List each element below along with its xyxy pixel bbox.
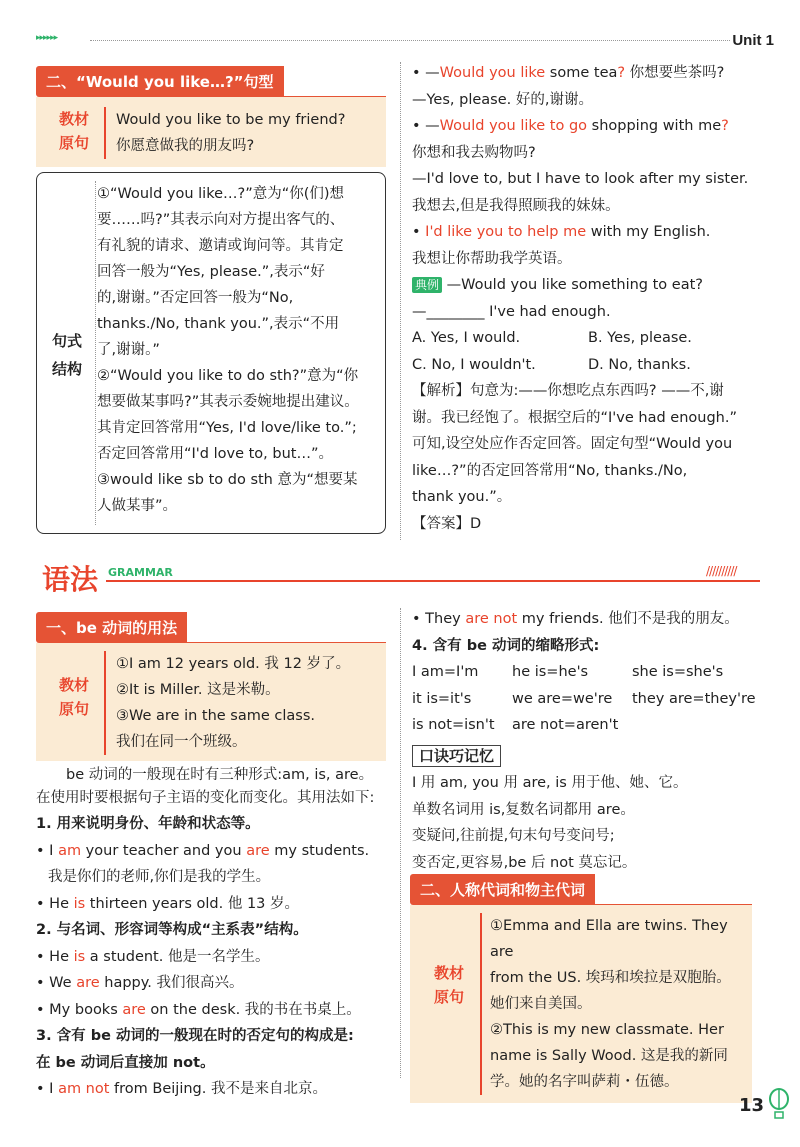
rule-1: 1. 用来说明身份、年龄和状态等。 (36, 816, 260, 832)
analysis-line: like…?”的否定回答常用“No, thanks./No, (412, 462, 688, 479)
structure-label-2: 结构 (51, 360, 82, 378)
contraction-row: I am=I'm he is=he's she is=she's (412, 664, 724, 680)
options-row: C. No, I wouldn't. D. No, thanks. (412, 356, 691, 373)
example-3-cn: 我想让你帮助我学英语。 (412, 250, 572, 267)
source-line: Would you like to be my friend? (116, 112, 346, 128)
source-label-1: 教材 (58, 110, 89, 128)
example-tag: 典例 (412, 277, 442, 293)
structure-line: 要……吗?”其表示向对方提出客气的、 (97, 212, 345, 228)
analysis-line: 谢。我已经饱了。根据空后的“I've had enough.” (412, 409, 737, 426)
source-line: ③We are in the same class. (116, 708, 316, 724)
grammar-rule (106, 580, 760, 582)
structure-line: ①“Would you like…?”意为“你(们)想 (97, 186, 345, 202)
mnemonic-line: 单数名词用 is,复数名词都用 are。 (412, 801, 635, 818)
mnemonic-line: 变否定,更容易,be 后 not 莫忘记。 (412, 854, 637, 871)
source-line: name is Sally Wood. 这是我的新同 (490, 1048, 728, 1064)
rule-4: 4. 含有 be 动词的缩略形式: (412, 637, 600, 654)
mnemonic-line: 变疑问,往前提,句末句号变问号; (412, 828, 615, 844)
rule-2-example-3: • My books are on the desk. 我的书在书桌上。 (36, 1001, 361, 1018)
grammar-slashes: ////////// (706, 564, 737, 578)
grammar-subtitle: GRAMMAR (108, 566, 173, 579)
header-rule (90, 40, 730, 41)
rule-3-example-1: • I am not from Beijing. 我不是来自北京。 (36, 1081, 327, 1097)
source-line: ②It is Miller. 这是米勒。 (116, 682, 280, 698)
example-2-answer: —I'd love to, but I have to look after my sister. (412, 171, 749, 187)
rule-3-cont: 在 be 动词后直接加 not。 (36, 1054, 215, 1071)
source-sentence-box (36, 97, 386, 167)
answer: 【答案】D (412, 515, 482, 532)
source-label-2: 原句 (58, 700, 89, 718)
source-label-1: 教材 (433, 964, 464, 982)
unit-label: Unit 1 (732, 32, 774, 49)
intro-line: be 动词的一般现在时有三种形式:am, is, are。 (66, 767, 374, 783)
example-1-answer: —Yes, please. 好的,谢谢。 (412, 91, 593, 108)
options-row: A. Yes, I would. B. Yes, please. (412, 330, 692, 346)
rule-1-example-2: • He is thirteen years old. 他 13 岁。 (36, 895, 300, 912)
blank-line: —________ I've had enough. (412, 303, 611, 320)
structure-line: thanks./No, thank you.”,表示“不用 (97, 316, 340, 332)
structure-line: 有礼貌的请求、邀请或询问等。其肯定 (97, 238, 344, 254)
source-line: from the US. 埃玛和埃拉是双胞胎。 (490, 970, 731, 986)
structure-line: ②“Would you like to do sth?”意为“你 (97, 368, 359, 384)
column-divider (400, 62, 401, 540)
source-line: ②This is my new classmate. Her (490, 1022, 724, 1038)
source-sentence-box (410, 905, 752, 1103)
source-sentence-box (36, 643, 386, 761)
example-2-answer-cn: 我想去,但是我得照顾我的妹妹。 (412, 197, 620, 214)
section-title-pronouns: 二、人称代词和物主代词 (410, 874, 595, 905)
source-line: 学。她的名字叫萨莉・伍德。 (490, 1074, 679, 1090)
analysis-line: 可知,设空处应作否定回答。固定句型“Would you (412, 436, 733, 452)
arrow-decoration: ▸▸▸▸▸▸ (36, 33, 58, 43)
structure-line: 人做某事”。 (97, 498, 178, 514)
example-2: • —Would you like to go shopping with me? (412, 118, 729, 134)
structure-line: 想要做某事吗?”其表示委婉地提出建议。 (97, 394, 359, 410)
example-3: • I'd like you to help me with my English. (412, 224, 711, 240)
source-line: 你愿意做我的朋友吗? (116, 138, 255, 154)
rule-2-example-1: • He is a student. 他是一名学生。 (36, 948, 270, 965)
source-line: ①I am 12 years old. 我 12 岁了。 (116, 656, 351, 672)
rule-3: 3. 含有 be 动词的一般现在时的否定句的构成是: (36, 1028, 354, 1044)
rule-1-example-1: • I am your teacher and you are my students. (36, 842, 370, 859)
mnemonic-title: 口诀巧记忆 (412, 745, 501, 767)
structure-line: ③would like sb to do sth 意为“想要某 (97, 472, 358, 488)
section-title-would-you-like: 二、“Would you like…?”句型 (36, 66, 284, 97)
balloon-icon (768, 1088, 790, 1120)
analysis-line: 【解析】句意为:——你想吃点东西吗? ——不,谢 (412, 383, 724, 399)
example-2-cn: 你想和我去购物吗? (412, 144, 536, 161)
rule-1-example-1-cn: 我是你们的老师,你们是我的学生。 (48, 869, 271, 885)
column-divider (400, 608, 401, 1078)
sample-question: 典例 —Would you like something to eat? (412, 272, 772, 299)
source-line: ①Emma and Ella are twins. They are (490, 918, 728, 960)
source-label-2: 原句 (58, 134, 89, 152)
contraction-row: it is=it's we are=we're they are=they're (412, 690, 756, 707)
structure-line: 回答一般为“Yes, please.”,表示“好 (97, 264, 325, 280)
structure-line: 其肯定回答常用“Yes, I'd love/like to.”; (97, 420, 357, 436)
section-title-be-verb: 一、be 动词的用法 (36, 612, 187, 643)
example-1: • —Would you like some tea? 你想要些茶吗? (412, 65, 725, 81)
rule-3-example-2: • They are not my friends. 他们不是我的朋友。 (412, 611, 739, 627)
structure-label-1: 句式 (51, 332, 82, 350)
mnemonic-line: I 用 am, you 用 are, is 用于他、她、它。 (412, 775, 688, 791)
contraction-row: is not=isn't are not=aren't (412, 717, 619, 733)
structure-box (36, 172, 386, 534)
page-number: 13 (738, 1095, 764, 1116)
analysis-line: thank you.”。 (412, 489, 512, 505)
source-line: 我们在同一个班级。 (116, 734, 247, 750)
structure-line: 否定回答常用“I'd love to, but…”。 (97, 446, 333, 462)
source-label-2: 原句 (433, 988, 464, 1006)
source-label-1: 教材 (58, 676, 89, 694)
intro-line: 在使用时要根据句子主语的变化而变化。其用法如下: (36, 789, 375, 806)
rule-2-example-2: • We are happy. 我们很高兴。 (36, 975, 244, 991)
structure-line: 了,谢谢。” (97, 342, 160, 358)
source-line: 她们来自美国。 (490, 996, 592, 1012)
rule-2: 2. 与名词、形容词等构成“主系表”结构。 (36, 922, 308, 938)
structure-line: 的,谢谢。”否定回答一般为“No, (97, 290, 294, 306)
grammar-title: 语法 (42, 563, 99, 596)
